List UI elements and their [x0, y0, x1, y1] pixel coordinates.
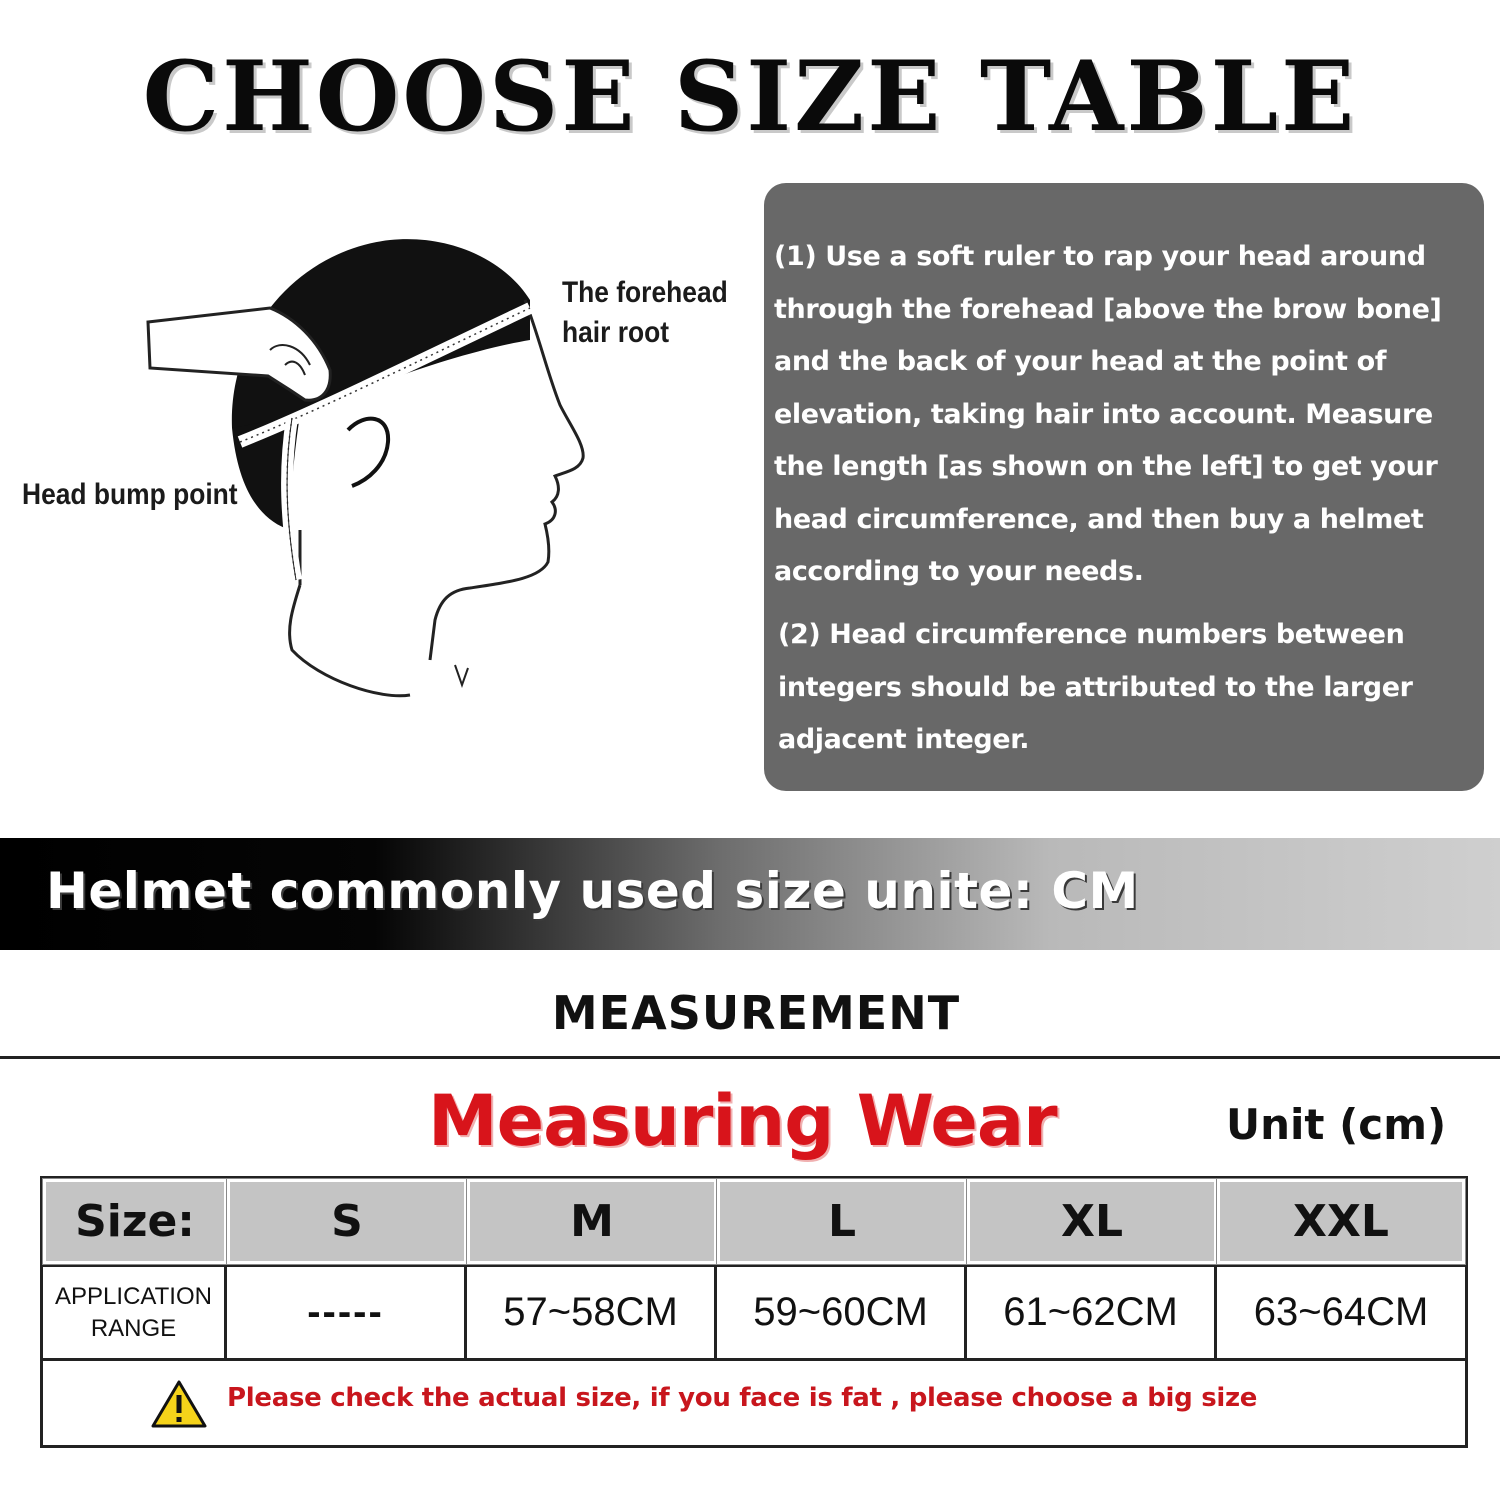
application-range-label [43, 1267, 227, 1358]
size-header-label: Size: [43, 1179, 227, 1264]
instruction-line: the length [as shown on the left] to get your [774, 451, 1438, 482]
forehead-label-line2: hair root [562, 316, 670, 349]
range-label-line2: RANGE [90, 1314, 177, 1342]
unit-label: Unit (cm) [1226, 1100, 1447, 1149]
size-table [40, 1176, 1468, 1448]
range-cell-s [227, 1267, 467, 1358]
size-col-xxl: XXL [1217, 1179, 1465, 1264]
head-bump-label: Head bump point [22, 478, 238, 511]
range-cell-xxl: 63~64CM [1253, 1290, 1429, 1334]
page-title: CHOOSE SIZE TABLE [142, 40, 1358, 153]
measurement-heading: MEASUREMENT [551, 986, 961, 1040]
instructions-panel [764, 183, 1484, 791]
warning-icon [151, 1379, 207, 1429]
range-cell-m: 57~58CM [467, 1267, 717, 1358]
size-col-m: M [467, 1179, 717, 1264]
instruction-step-1 [774, 231, 1494, 599]
table-row [43, 1267, 1465, 1361]
measuring-wear-title: Measuring Wear [428, 1080, 1057, 1162]
size-col-xl: XL [967, 1179, 1217, 1264]
forehead-label-line1: The forehead [562, 276, 728, 309]
instruction-line: (1) Use a soft ruler to rap your head around [774, 241, 1426, 272]
instruction-line: according to your needs. [774, 556, 1144, 587]
banner-text: Helmet commonly used size unite: CM [46, 862, 1139, 920]
instruction-line: adjacent integer. [778, 724, 1030, 755]
instruction-line: integers should be attributed to the larger [778, 671, 1413, 703]
range-cell-xl: 61~62CM [967, 1267, 1217, 1358]
instruction-step-2 [778, 609, 1478, 767]
unit-banner [0, 838, 1500, 950]
range-value: ----- [307, 1290, 384, 1334]
range-label-line1: APPLICATION [55, 1282, 212, 1310]
size-col-l: L [717, 1179, 967, 1264]
head-measurement-illustration [0, 190, 760, 750]
size-col-s: S [227, 1179, 467, 1264]
instruction-line: elevation, taking hair into account. Measure [774, 398, 1433, 430]
instruction-line: (2) Head circumference numbers between [778, 619, 1405, 650]
warning-note-row [43, 1361, 1465, 1445]
divider [0, 1056, 1500, 1059]
instruction-line: and the back of your head at the point of [774, 346, 1387, 377]
instruction-line: through the forehead [above the brow bone] [774, 293, 1442, 325]
warning-note-text: Please check the actual size, if you face is fat , please choose a big size [227, 1383, 1258, 1413]
table-header-row [43, 1179, 1465, 1267]
instruction-line: head circumference, and then buy a helmet [774, 503, 1424, 535]
range-cell-l: 59~60CM [717, 1267, 967, 1358]
